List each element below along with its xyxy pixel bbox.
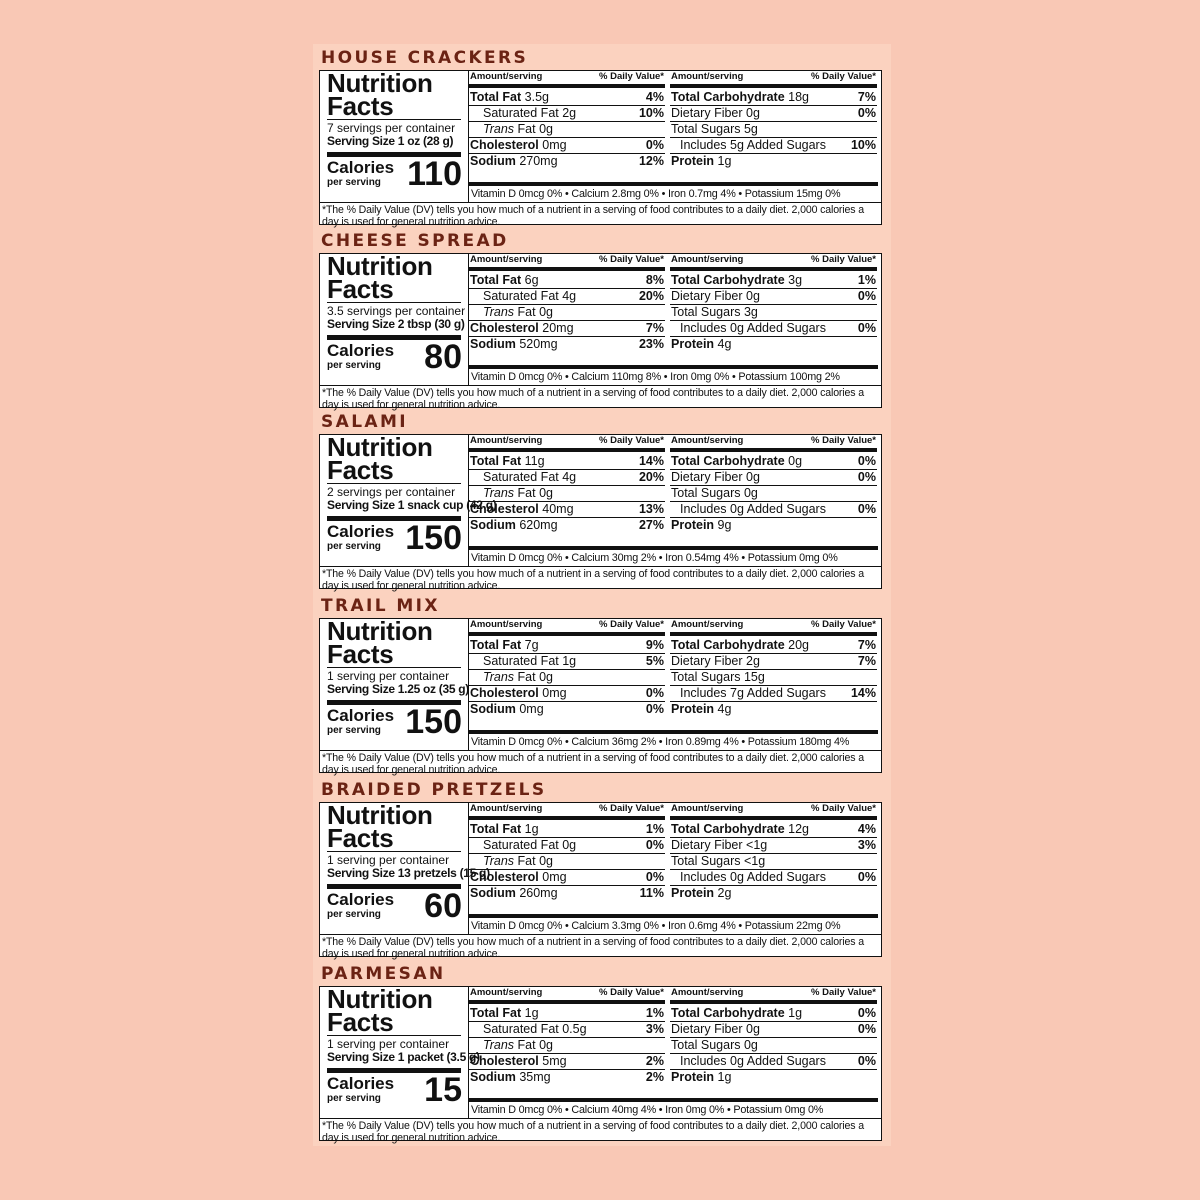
total-sugars-row: Total Sugars 0g [670,1038,877,1054]
sodium-row: Sodium 620mg 27% [470,518,664,532]
fat-column: Amount/serving % Daily Value* Total Fat 1g 1% Saturated Fat 0.5g 3% Trans Fat 0g Cholesterol 5mg 2% Sodium 35mg 2% [470,987,664,1084]
cholesterol-row: Cholesterol 0mg 0% [470,138,664,152]
daily-value-footnote: *The % Daily Value (DV) tells you how much of a nutrient in a serving of food contributes to a daily diet. 2,000 calories a day is used for general nutrition advice. [320,566,881,592]
sodium-row: Sodium 270mg 12% [470,154,664,168]
total-sugars-row: Total Sugars 15g [670,670,877,686]
saturated-fat-row: Saturated Fat 0.5g 3% [469,1022,665,1038]
carb-column: Amount/serving % Daily Value* Total Carbohydrate 3g 1% Dietary Fiber 0g 0% Total Sugars 3g Includes 0g Added Sugars 0% Protein 4g [671,254,876,351]
protein-row: Protein 1g [671,1070,732,1084]
fat-column: Amount/serving % Daily Value* Total Fat 11g 14% Saturated Fat 4g 20% Trans Fat 0g Cholesterol 40mg 13% Sodium 620mg 27% [470,435,664,532]
per-serving-label: per serving [327,177,381,188]
protein-row: Protein 9g [671,518,732,532]
calories-label: Calories [327,341,395,360]
cholesterol-row: Cholesterol 40mg 13% [470,502,664,516]
total-carb-row: Total Carbohydrate 0g 0% [671,454,876,468]
serving-size: Serving Size 1 packet (3.5 g) [327,1050,480,1064]
calories-value: 80 [424,338,462,376]
daily-value-footnote: *The % Daily Value (DV) tells you how much of a nutrient in a serving of food contributes to a daily diet. 2,000 calories a day is used for general nutrition advice. [320,385,881,411]
carb-column: Amount/serving % Daily Value* Total Carbohydrate 12g 4% Dietary Fiber <1g 3% Total Sugars <1g Includes 0g Added Sugars 0% Protein 2g [671,803,876,900]
label-summary [320,616,469,750]
per-serving-label: per serving [327,909,381,920]
total-sugars-row: Total Sugars 0g [670,486,877,502]
total-fat-row: Total Fat 6g 8% [470,273,664,287]
nutrition-facts-heading: Nutrition Facts [327,432,433,485]
serving-size: Serving Size 1 snack cup (42 g) [327,498,497,512]
carb-column: Amount/serving % Daily Value* Total Carbohydrate 20g 7% Dietary Fiber 2g 7% Total Sugars 15g Includes 7g Added Sugars 14% Protein 4g [671,619,876,716]
cholesterol-row: Cholesterol 20mg 7% [470,321,664,335]
total-carb-row: Total Carbohydrate 1g 0% [671,1006,876,1020]
calories-label: Calories [327,522,395,541]
product-title: BRAIDED PRETZELS [321,780,547,800]
fat-column: Amount/serving % Daily Value* Total Fat 1g 1% Saturated Fat 0g 0% Trans Fat 0g Cholesterol 0mg 0% Sodium 260mg 11% [470,803,664,900]
nutrition-label [319,68,882,228]
total-sugars-row: Total Sugars 3g [670,305,877,321]
serving-size: Serving Size 1 oz (28 g) [327,134,454,148]
fat-column: Amount/serving % Daily Value* Total Fat 7g 9% Saturated Fat 1g 5% Trans Fat 0g Cholesterol 0mg 0% Sodium 0mg 0% [470,619,664,716]
carb-column: Amount/serving % Daily Value* Total Carbohydrate 1g 0% Dietary Fiber 0g 0% Total Sugars 0g Includes 0g Added Sugars 0% Protein 1g [671,987,876,1084]
nutrition-facts-heading: Nutrition Facts [327,984,433,1037]
per-serving-label: per serving [327,725,381,736]
sodium-row: Sodium 260mg 11% [470,886,664,900]
saturated-fat-row: Saturated Fat 2g 10% [469,106,665,122]
per-serving-label: per serving [327,1093,381,1104]
dietary-fiber-row: Dietary Fiber 0g 0% [671,1022,876,1036]
saturated-fat-row: Saturated Fat 4g 20% [469,470,665,486]
protein-row: Protein 4g [671,337,732,351]
dietary-fiber-row: Dietary Fiber 0g 0% [671,289,876,303]
servings-per-container: 1 serving per container [327,853,450,867]
cholesterol-row: Cholesterol 0mg 0% [470,870,664,884]
product-title: TRAIL MIX [321,596,440,616]
sodium-row: Sodium 35mg 2% [470,1070,664,1084]
added-sugars-row: Includes 0g Added Sugars 0% [670,870,877,886]
calories-value: 60 [424,887,462,925]
nutrition-label [319,616,882,776]
calories-value: 15 [424,1071,462,1109]
dietary-fiber-row: Dietary Fiber <1g 3% [671,838,876,852]
total-fat-row: Total Fat 11g 14% [470,454,664,468]
carb-column: Amount/serving % Daily Value* Total Carbohydrate 0g 0% Dietary Fiber 0g 0% Total Sugars 0g Includes 0g Added Sugars 0% Protein 9g [671,435,876,532]
calories-value: 110 [407,155,462,193]
label-summary [320,251,468,385]
serving-size: Serving Size 2 tbsp (30 g) [327,317,465,331]
trans-fat-row: Trans Fat 0g [469,486,665,502]
cholesterol-row: Cholesterol 0mg 0% [470,686,664,700]
calories-value: 150 [405,703,462,741]
trans-fat-row: Trans Fat 0g [469,122,665,138]
vitamins-minerals: Vitamin D 0mcg 0% • Calcium 3.3mg 0% • Iron 0.6mg 4% • Potassium 22mg 0% [471,920,841,932]
total-carb-row: Total Carbohydrate 12g 4% [671,822,876,836]
trans-fat-row: Trans Fat 0g [469,670,665,686]
saturated-fat-row: Saturated Fat 1g 5% [469,654,665,670]
added-sugars-row: Includes 0g Added Sugars 0% [670,502,877,518]
nutrition-facts-heading: Nutrition Facts [327,251,433,304]
nutrition-label [319,432,882,592]
added-sugars-row: Includes 5g Added Sugars 10% [670,138,877,154]
calories-label: Calories [327,706,395,725]
dietary-fiber-row: Dietary Fiber 0g 0% [671,470,876,484]
trans-fat-row: Trans Fat 0g [469,305,665,321]
per-serving-label: per serving [327,360,381,371]
dietary-fiber-row: Dietary Fiber 0g 0% [671,106,876,120]
protein-row: Protein 4g [671,702,732,716]
daily-value-footnote: *The % Daily Value (DV) tells you how much of a nutrient in a serving of food contributes to a daily diet. 2,000 calories a day is used for general nutrition advice. [320,202,881,228]
servings-per-container: 2 servings per container [327,485,456,499]
saturated-fat-row: Saturated Fat 4g 20% [469,289,665,305]
vitamins-minerals: Vitamin D 0mcg 0% • Calcium 110mg 8% • Iron 0mg 0% • Potassium 100mg 2% [471,371,840,383]
calories-label: Calories [327,890,395,909]
total-fat-row: Total Fat 1g 1% [470,822,664,836]
vitamins-minerals: Vitamin D 0mcg 0% • Calcium 30mg 2% • Iron 0.54mg 4% • Potassium 0mg 0% [471,552,838,564]
calories-value: 150 [405,519,462,557]
serving-size: Serving Size 13 pretzels (15 g) [327,866,490,880]
daily-value-footnote: *The % Daily Value (DV) tells you how much of a nutrient in a serving of food contributes to a daily diet. 2,000 calories a day is used for general nutrition advice. [320,750,881,776]
total-carb-row: Total Carbohydrate 3g 1% [671,273,876,287]
added-sugars-row: Includes 7g Added Sugars 14% [670,686,877,702]
calories-label: Calories [327,1074,395,1093]
vitamins-minerals: Vitamin D 0mcg 0% • Calcium 40mg 4% • Iron 0mg 0% • Potassium 0mg 0% [471,1104,824,1116]
product-title: PARMESAN [321,964,446,984]
total-carb-row: Total Carbohydrate 20g 7% [671,638,876,652]
servings-per-container: 1 serving per container [327,1037,450,1051]
nutrition-facts-heading: Nutrition Facts [327,68,433,121]
nutrition-facts-heading: Nutrition Facts [327,616,433,669]
fat-column: Amount/serving % Daily Value* Total Fat 3.5g 4% Saturated Fat 2g 10% Trans Fat 0g Cholesterol 0mg 0% Sodium 270mg 12% [470,71,664,168]
product-title: HOUSE CRACKERS [321,48,529,68]
nutrition-panel [313,44,891,1146]
nutrition-label [319,800,882,960]
serving-size: Serving Size 1.25 oz (35 g) [327,682,469,696]
protein-row: Protein 1g [671,154,732,168]
fat-column: Amount/serving % Daily Value* Total Fat 6g 8% Saturated Fat 4g 20% Trans Fat 0g Cholesterol 20mg 7% Sodium 520mg 23% [470,254,664,351]
saturated-fat-row: Saturated Fat 0g 0% [469,838,665,854]
protein-row: Protein 2g [671,886,732,900]
total-sugars-row: Total Sugars <1g [670,854,877,870]
total-fat-row: Total Fat 1g 1% [470,1006,664,1020]
sodium-row: Sodium 0mg 0% [470,702,664,716]
total-carb-row: Total Carbohydrate 18g 7% [671,90,876,104]
label-summary [320,68,468,202]
product-title: CHEESE SPREAD [321,231,509,251]
product-title: SALAMI [321,412,409,432]
label-summary [320,800,490,934]
total-fat-row: Total Fat 7g 9% [470,638,664,652]
calories-label: Calories [327,158,395,177]
cholesterol-row: Cholesterol 5mg 2% [470,1054,664,1068]
carb-column: Amount/serving % Daily Value* Total Carbohydrate 18g 7% Dietary Fiber 0g 0% Total Sugars 5g Includes 5g Added Sugars 10% Protein 1g [671,71,876,168]
nutrition-label [319,984,882,1144]
label-summary [320,984,480,1118]
nutrition-facts-heading: Nutrition Facts [327,800,433,853]
label-summary [320,432,497,566]
sodium-row: Sodium 520mg 23% [470,337,664,351]
total-fat-row: Total Fat 3.5g 4% [470,90,664,104]
per-serving-label: per serving [327,541,381,552]
daily-value-footnote: *The % Daily Value (DV) tells you how much of a nutrient in a serving of food contributes to a daily diet. 2,000 calories a day is used for general nutrition advice. [320,934,881,960]
added-sugars-row: Includes 0g Added Sugars 0% [670,1054,877,1070]
vitamins-minerals: Vitamin D 0mcg 0% • Calcium 2.8mg 0% • Iron 0.7mg 4% • Potassium 15mg 0% [471,188,841,200]
total-sugars-row: Total Sugars 5g [670,122,877,138]
servings-per-container: 7 servings per container [327,121,456,135]
servings-per-container: 3.5 servings per container [327,304,466,318]
added-sugars-row: Includes 0g Added Sugars 0% [670,321,877,337]
daily-value-footnote: *The % Daily Value (DV) tells you how much of a nutrient in a serving of food contributes to a daily diet. 2,000 calories a day is used for general nutrition advice. [320,1118,881,1144]
servings-per-container: 1 serving per container [327,669,450,683]
nutrition-label [319,251,882,411]
vitamins-minerals: Vitamin D 0mcg 0% • Calcium 36mg 2% • Iron 0.89mg 4% • Potassium 180mg 4% [471,736,850,748]
trans-fat-row: Trans Fat 0g [469,1038,665,1054]
trans-fat-row: Trans Fat 0g [469,854,665,870]
dietary-fiber-row: Dietary Fiber 2g 7% [671,654,876,668]
